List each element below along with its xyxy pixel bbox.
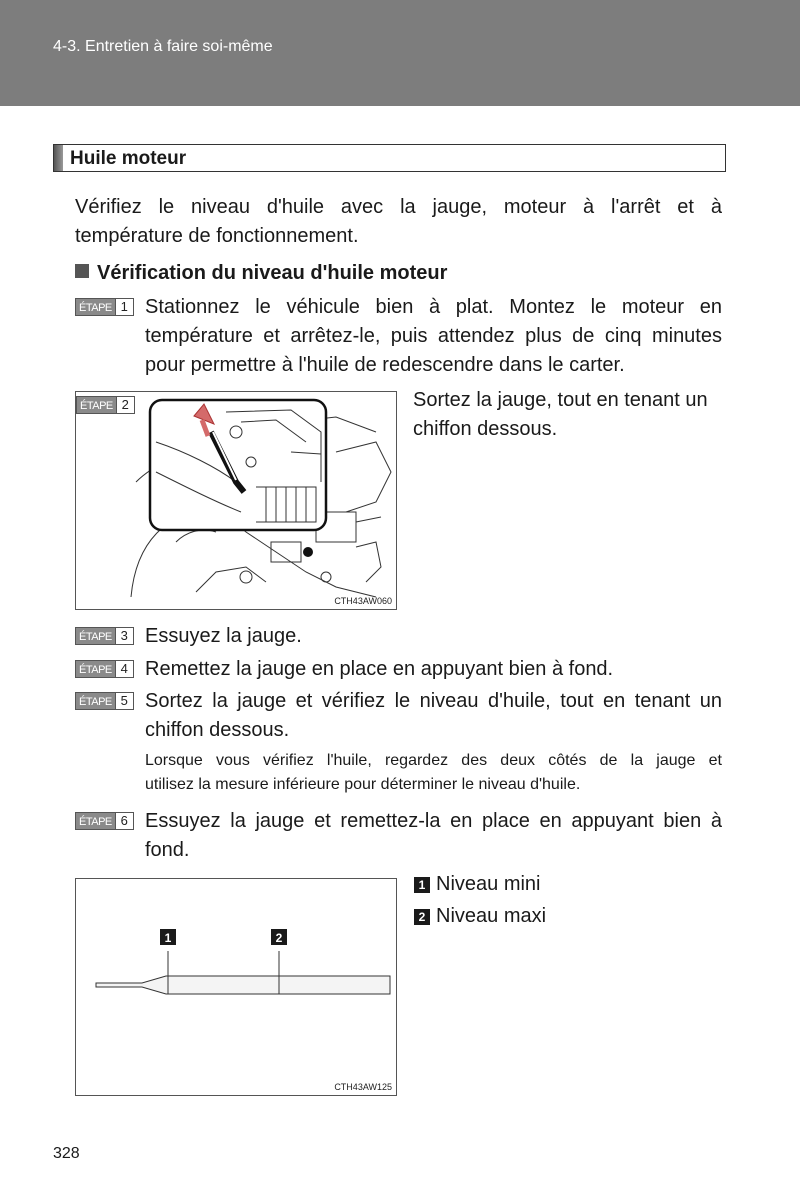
intro-line: Vérifiez le niveau d'huile avec la jauge, moteur à l'arrêt et à [75,196,722,218]
etape-number: 4 [116,660,134,678]
dipstick-marker-min: 1 [164,931,172,945]
etape-badge [76,396,135,414]
engine-figure [75,391,397,610]
subheading [75,262,447,285]
etape-badge [75,660,134,678]
intro-paragraph [75,193,722,251]
etape-label: ÉTAPE [75,812,116,830]
step-line: Remettez la jauge en place en appuyant bien à fond. [145,658,614,680]
step-line: Sortez la jauge et vérifiez le niveau d'huile, tout en tenant un [145,690,722,712]
etape-number: 2 [117,396,135,414]
figure-code: CTH43AW125 [334,1082,392,1092]
dipstick-figure [75,878,397,1096]
legend-label: Niveau maxi [436,905,547,927]
step-3-text [145,622,722,651]
step-6-text [145,807,722,865]
etape-label: ÉTAPE [75,298,116,316]
page-header [0,0,800,106]
chapter-title: 4-3. Entretien à faire soi-même [53,38,273,55]
etape-number: 3 [116,627,134,645]
intro-line: température de fonctionnement. [75,225,359,247]
etape-badge [75,812,134,830]
section-title: Huile moteur [70,148,187,169]
legend-item-min [414,873,540,896]
step-line: chiffon dessous. [145,719,290,741]
section-heading-box [53,144,726,172]
step-line: pour permettre à l'huile de redescendre dans le carter. [145,354,625,376]
legend-label: Niveau mini [436,873,541,895]
etape-number: 6 [116,812,134,830]
step-1-text [145,293,722,380]
step-line: Sortez la jauge, tout en tenant un [413,389,708,411]
subheading-text: Vérification du niveau d'huile moteur [97,262,448,284]
legend-item-max [414,905,546,928]
step-4-text [145,655,722,684]
note-line: Lorsque vous vérifiez l'huile, regardez des deux côtés de la jauge et [145,752,722,769]
legend-number-badge: 2 [414,909,430,925]
step-line: Stationnez le véhicule bien à plat. Montez le moteur en [145,296,722,318]
etape-badge [75,627,134,645]
etape-label: ÉTAPE [75,692,116,710]
section-heading-bar [54,145,63,171]
etape-label: ÉTAPE [76,396,117,414]
step-5-text [145,687,722,745]
square-bullet-icon [75,264,89,278]
step-line: température et arrêtez-le, puis attendez plus de cinq minutes [145,325,722,347]
step-5-note [145,749,722,797]
step-line: chiffon dessous. [413,418,558,440]
step-2-text [413,386,723,444]
step-line: Essuyez la jauge. [145,625,302,647]
etape-label: ÉTAPE [75,627,116,645]
note-line: utilisez la mesure inférieure pour déterminer le niveau d'huile. [145,776,581,793]
dipstick-marker-max: 2 [275,931,283,945]
page-number: 328 [53,1145,80,1162]
dipstick-diagram-icon [76,879,396,1095]
legend-number-badge: 1 [414,877,430,893]
etape-badge [75,298,134,316]
step-line: fond. [145,839,190,861]
etape-number: 1 [116,298,134,316]
engine-dipstick-illustration-icon [76,392,396,609]
etape-number: 5 [116,692,134,710]
etape-label: ÉTAPE [75,660,116,678]
figure-code: CTH43AW060 [334,596,392,606]
etape-badge [75,692,134,710]
step-line: Essuyez la jauge et remettez-la en place en appuyant bien à [145,810,722,832]
